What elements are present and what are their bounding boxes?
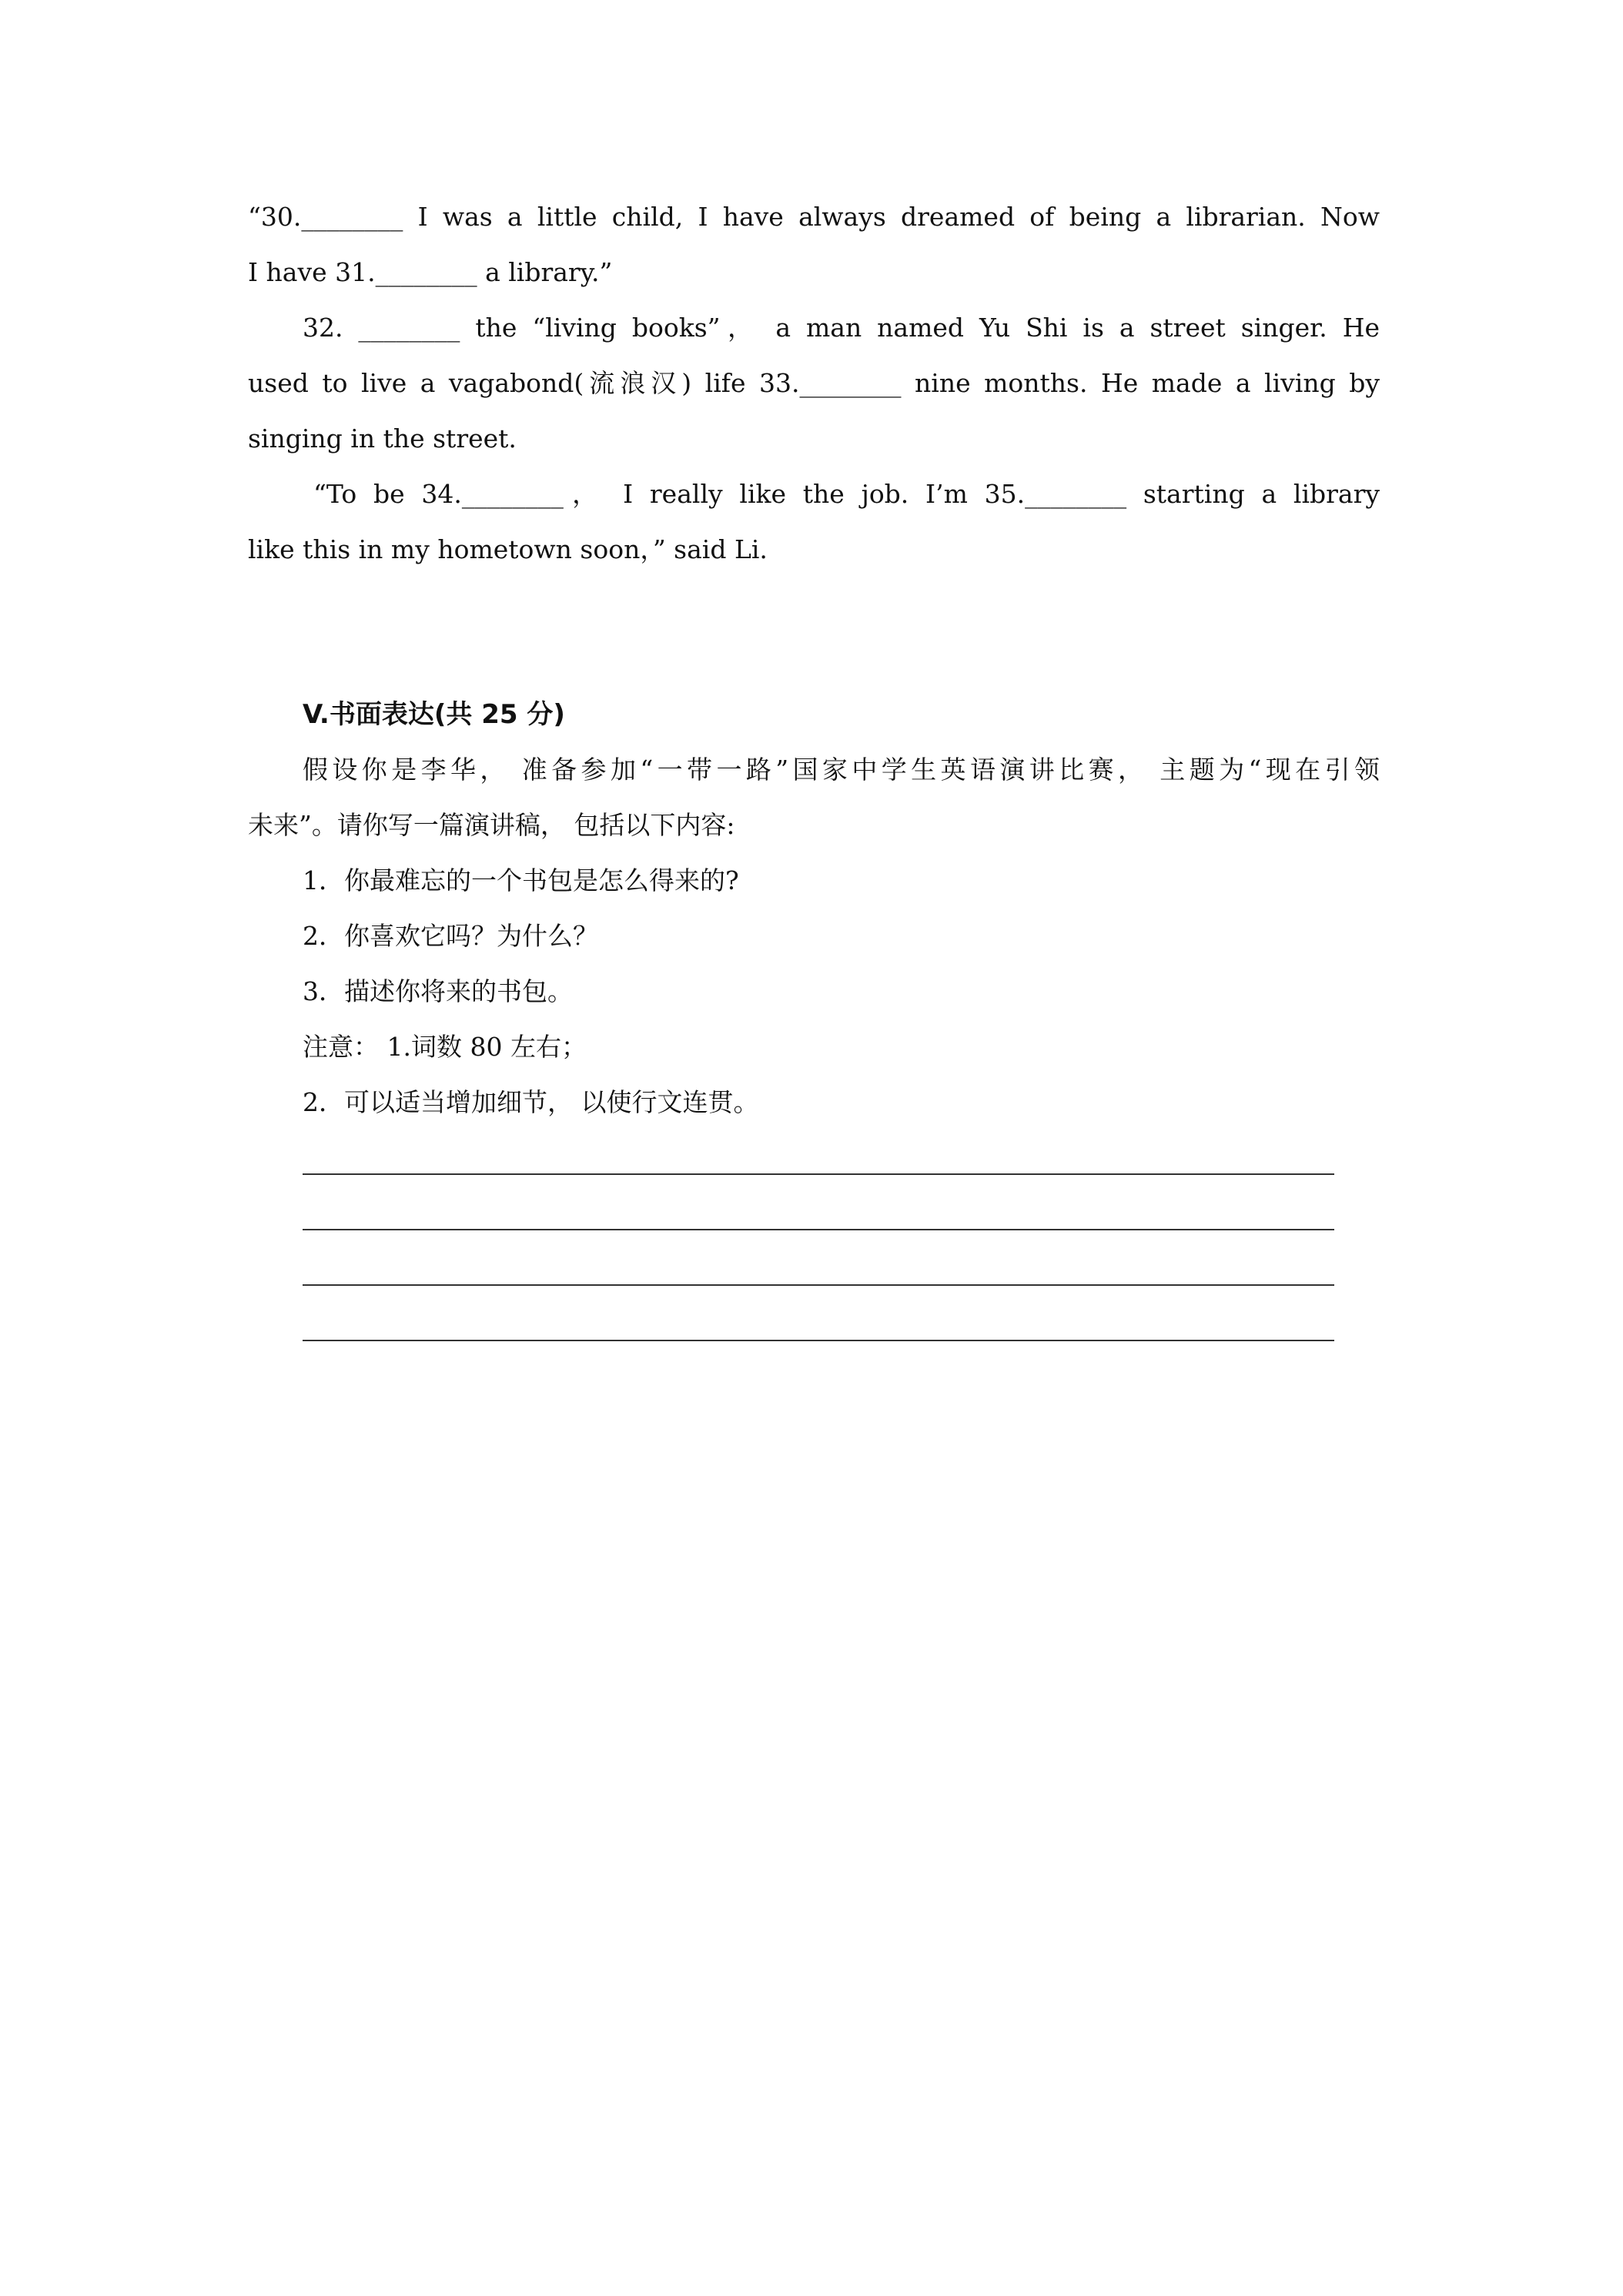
writing-note-1: 注意： 1.词数 80 左右； xyxy=(303,1032,587,1062)
writing-item-3: 3．描述你将来的书包。 xyxy=(303,976,573,1006)
passage-line-5: singing in the street. xyxy=(248,423,517,454)
passage-line-3: 32. ________ the “living books”， a man named Yu Shi is a street singer. He xyxy=(303,313,1380,343)
writing-prompt-line-1: 假设你是李华， 准备参加“一带一路”国家中学生英语演讲比赛， 主题为“现在引领 xyxy=(303,755,1380,785)
answer-line-2[interactable] xyxy=(303,1229,1334,1230)
passage-line-6: “To be 34.________， I really like the job. I’m 35.________ starting a library xyxy=(313,479,1380,509)
passage-line-4: used to live a vagabond(流浪汉) life 33.________ nine months. He made a living by xyxy=(248,368,1380,398)
writing-item-2: 2．你喜欢它吗？为什么？ xyxy=(303,921,598,951)
writing-prompt-line-2: 未来”。请你写一篇演讲稿， 包括以下内容: xyxy=(248,810,735,840)
writing-section-title: V.书面表达(共 25 分) xyxy=(303,699,565,730)
answer-line-3[interactable] xyxy=(303,1284,1334,1286)
passage-line-2: I have 31.________ a library.” xyxy=(248,257,613,287)
passage-line-7: like this in my hometown soon，” said Li. xyxy=(248,534,768,564)
passage-line-1: “30.________ I was a little child, I have always dreamed of being a librarian. Now xyxy=(248,202,1380,232)
writing-item-1: 1．你最难忘的一个书包是怎么得来的? xyxy=(303,865,739,895)
writing-note-2: 2．可以适当增加细节， 以使行文连贯。 xyxy=(303,1087,759,1117)
answer-line-1[interactable] xyxy=(303,1173,1334,1175)
answer-line-4[interactable] xyxy=(303,1340,1334,1341)
